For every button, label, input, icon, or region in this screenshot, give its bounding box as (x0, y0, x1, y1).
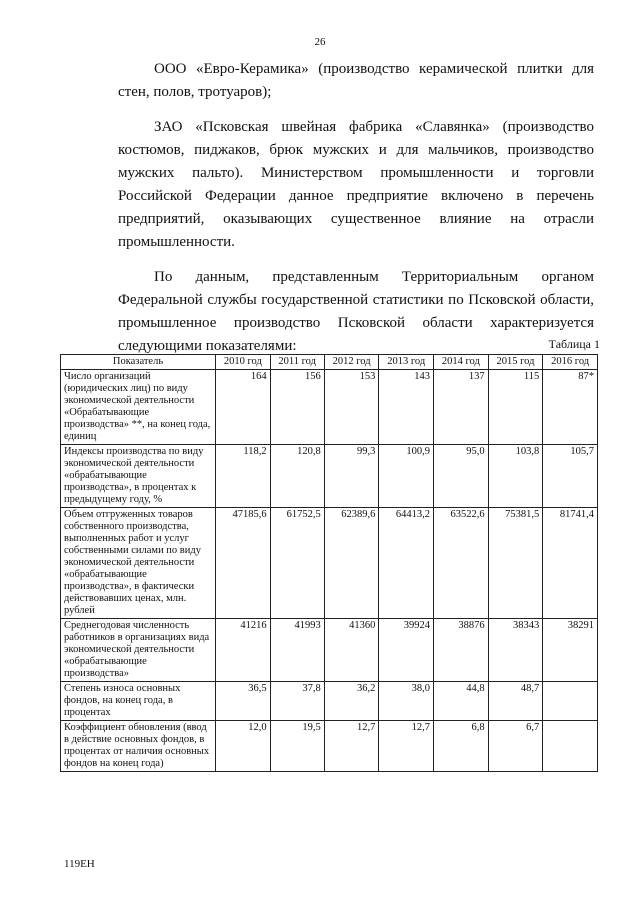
value-cell: 156 (270, 370, 324, 445)
body-text (118, 58, 594, 358)
value-cell: 36,2 (324, 682, 379, 721)
value-cell: 143 (379, 370, 434, 445)
value-cell: 137 (434, 370, 489, 445)
column-header: 2013 год (379, 355, 434, 370)
table-row (61, 508, 598, 619)
value-cell: 44,8 (434, 682, 489, 721)
table-row (61, 682, 598, 721)
page-number: 26 (314, 36, 326, 48)
value-cell: 37,8 (270, 682, 324, 721)
paragraph-slavyanka: ЗАО «Псковская швейная фабрика «Славянка» (производство костюмов, пиджаков, брюк мужских и для мальчиков, производство мужских пальто). Министерством промышленности и торговли Российской Федерации данное предприятие включено в перечень предприятий, оказывающих существенное влияние на отрасли промышленности. (118, 119, 594, 250)
value-cell: 87* (543, 370, 598, 445)
table-row (61, 619, 598, 682)
indicator-cell: Коэффициент обновления (ввод в действие основных фондов, в процентах от наличия основных фондов на конец года) (61, 721, 216, 772)
value-cell: 81741,4 (543, 508, 598, 619)
column-header: 2016 год (543, 355, 598, 370)
value-cell: 6,8 (434, 721, 489, 772)
indicator-cell: Индексы производства по виду экономической деятельности «обрабатывающие производства», в процентах к предыдущему году, % (61, 445, 216, 508)
value-cell: 120,8 (270, 445, 324, 508)
value-cell: 38,0 (379, 682, 434, 721)
indicator-cell: Число организаций (юридических лиц) по виду экономической деятельности «Обрабатывающие производства» **, на конец года, единиц (61, 370, 216, 445)
value-cell: 47185,6 (216, 508, 271, 619)
table-row (61, 721, 598, 772)
column-header: 2011 год (270, 355, 324, 370)
value-cell: 38291 (543, 619, 598, 682)
column-header: 2015 год (488, 355, 543, 370)
table-row (61, 370, 598, 445)
value-cell: 99,3 (324, 445, 379, 508)
value-cell: 115 (488, 370, 543, 445)
column-header: 2010 год (216, 355, 271, 370)
value-cell: 118,2 (216, 445, 271, 508)
value-cell: 19,5 (270, 721, 324, 772)
value-cell: 105,7 (543, 445, 598, 508)
value-cell: 95,0 (434, 445, 489, 508)
column-header: 2012 год (324, 355, 379, 370)
value-cell (543, 721, 598, 772)
value-cell: 100,9 (379, 445, 434, 508)
indicator-cell: Среднегодовая численность работников в организациях вида экономической деятельности «обрабатывающие производства» (61, 619, 216, 682)
value-cell: 12,7 (324, 721, 379, 772)
value-cell: 61752,5 (270, 508, 324, 619)
paragraph-evro-keramika: ООО «Евро-Керамика» (производство керамической плитки для стен, полов, тротуаров); (118, 61, 594, 100)
value-cell: 36,5 (216, 682, 271, 721)
value-cell: 48,7 (488, 682, 543, 721)
indicator-cell: Объем отгруженных товаров собственного производства, выполненных работ и услуг собственными силами по виду экономической деятельности «обрабатывающие производства», в фактически действовавших ценах, млн. рублей (61, 508, 216, 619)
indicator-cell: Степень износа основных фондов, на конец года, в процентах (61, 682, 216, 721)
value-cell (543, 682, 598, 721)
column-header: 2014 год (434, 355, 489, 370)
table-caption: Таблица 1 (548, 337, 600, 351)
value-cell: 41993 (270, 619, 324, 682)
value-cell: 63522,6 (434, 508, 489, 619)
value-cell: 12,7 (379, 721, 434, 772)
value-cell: 38876 (434, 619, 489, 682)
value-cell: 103,8 (488, 445, 543, 508)
value-cell: 38343 (488, 619, 543, 682)
footer-code: 119ЕН (64, 858, 95, 870)
value-cell: 75381,5 (488, 508, 543, 619)
value-cell: 62389,6 (324, 508, 379, 619)
paragraph-statistics-intro: По данным, представленным Территориальным органом Федеральной службы государственной статистики по Псковской области, промышленное производство Псковской области характеризуется следующими показателями: (118, 269, 594, 354)
table-header-row (61, 355, 598, 370)
value-cell: 39924 (379, 619, 434, 682)
value-cell: 64413,2 (379, 508, 434, 619)
value-cell: 41216 (216, 619, 271, 682)
value-cell: 164 (216, 370, 271, 445)
value-cell: 12,0 (216, 721, 271, 772)
value-cell: 153 (324, 370, 379, 445)
value-cell: 6,7 (488, 721, 543, 772)
table-row (61, 445, 598, 508)
column-header: Показатель (61, 355, 216, 370)
value-cell: 41360 (324, 619, 379, 682)
industry-indicators-table (60, 354, 598, 772)
